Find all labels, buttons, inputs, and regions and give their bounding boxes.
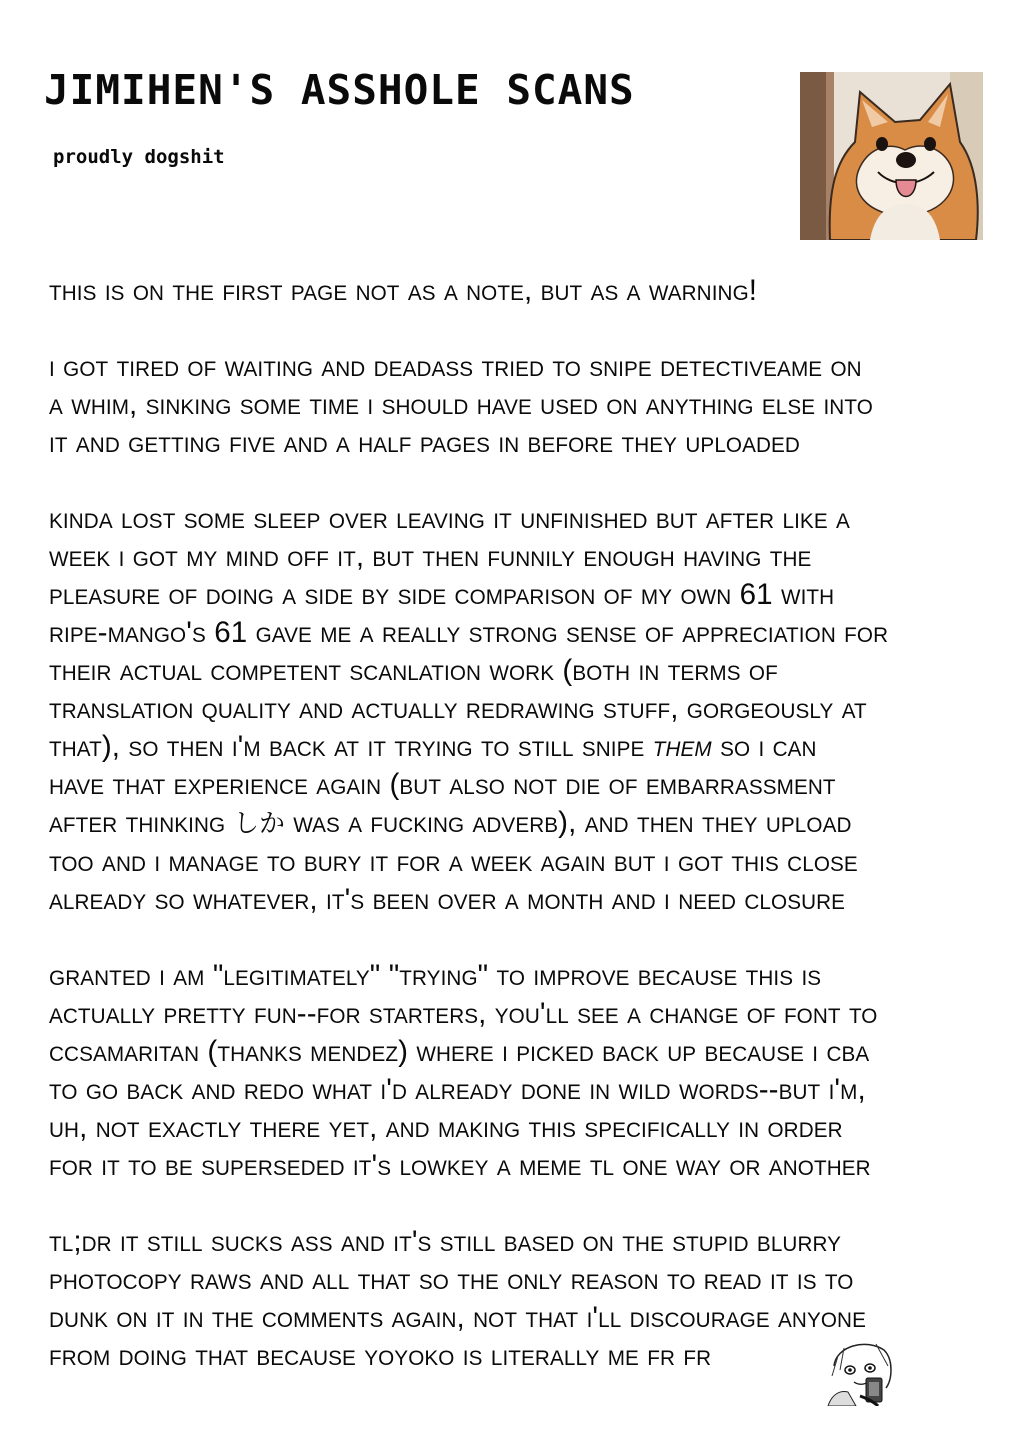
note-line: to go back and redo what i'd already done in wild words--but i'm, [49,1073,866,1106]
note-paragraph [49,500,995,919]
note-line: actually pretty fun--for starters, you'll see a change of font to [49,997,878,1030]
note-line: translation quality and actually redrawing stuff, gorgeously at [49,692,867,725]
note-line: a whim, sinking some time i should have used on anything else into [49,388,873,421]
note-line: dunk on it in the comments again, not that i'll discourage anyone [49,1301,866,1334]
note-line [49,804,995,843]
note-line: have that experience again (but also not die of embarrassment [49,768,836,801]
note-line: already so whatever, it's been over a month and i need closure [49,883,846,916]
note-line: tl;dr it still sucks ass and it's still based on the stupid blurry [49,1225,842,1258]
note-text: that), so then i'm back at it trying to still snipe [49,730,653,763]
note-paragraph [49,272,995,310]
warning-note [49,272,995,1413]
note-line: for it to be superseded it's lowkey a meme tl one way or another [49,1149,871,1182]
note-text: so i can [711,730,817,763]
note-line: week i got my mind off it, but then funnily enough having the [49,540,812,573]
page-title: JIMIHEN'S ASSHOLE SCANS [44,66,635,114]
note-line [49,728,995,766]
note-paragraph [49,957,995,1185]
yoyoko-manga-sticker-icon [826,1336,896,1406]
note-line: pleasure of doing a side by side comparison of my own 61 with [49,578,835,611]
note-line: too and i manage to bury it for a week again but i got this close [49,845,858,878]
note-text: was a fucking adverb), and then they upload [284,806,852,839]
note-line: from doing that because yoyoko is literally me fr fr [49,1339,712,1372]
note-line: i got tired of waiting and deadass tried to snipe detectiveame on [49,350,862,383]
note-line: ccsamaritan (thanks mendez) where i picked back up because i cba [49,1035,870,1068]
note-text: after thinking [49,806,234,839]
shiba-dog-avatar-icon [800,72,983,240]
note-line: kinda lost some sleep over leaving it unfinished but after like a [49,502,850,535]
japanese-text: しか [233,809,285,839]
note-line: photocopy raws and all that so the only reason to read it is to [49,1263,854,1296]
note-line: it and getting five and a half pages in before they uploaded [49,426,800,459]
note-line: ripe-mango's 61 gave me a really strong sense of appreciation for [49,616,889,649]
note-line: granted i am "legitimately" "trying" to improve because this is [49,959,822,992]
note-line: uh, not exactly there yet, and making this specifically in order [49,1111,843,1144]
note-line: this is on the first page not as a note, but as a warning! [49,274,758,307]
emphasis-text: them [652,730,712,763]
note-paragraph [49,348,995,462]
page-subtitle: proudly dogshit [53,146,225,168]
note-line: their actual competent scanlation work (both in terms of [49,654,778,687]
